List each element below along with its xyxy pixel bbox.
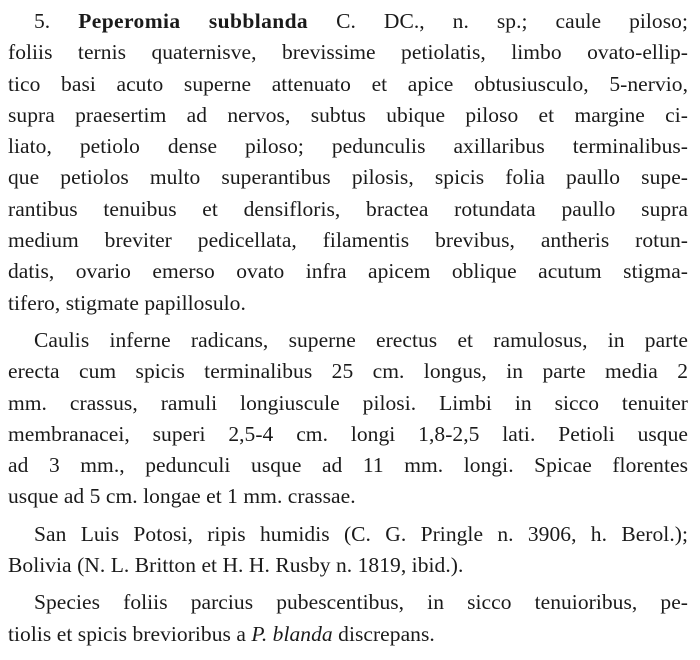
diagnosis-line: supra praesertim ad nervos, subtus ubique piloso et margine ci- (8, 102, 688, 127)
diagnosis-line: liato, petiolo dense piloso; pedunculis axillaribus terminalibus- (8, 134, 688, 159)
locality-line-last: Bolivia (N. L. Britton et H. H. Rusby n. 1819, ibid.). (8, 553, 464, 578)
diagnosis-line: rantibus tenuibus et densifloris, bractea rotundata paullo supra (8, 196, 688, 221)
description-line: mm. crassus, ramuli longiuscule pilosi. Limbi in sicco tenuiter (8, 390, 688, 415)
remarks-text-after: discrepans. (338, 621, 435, 646)
diagnosis-line-last: tifero, stigmate papillosulo. (8, 290, 246, 315)
diagnosis-line: medium breviter pedicellata, filamentis brevibus, antheris rotun- (8, 228, 688, 253)
species-description (8, 325, 688, 513)
species-localities (8, 519, 688, 582)
diagnosis-line-heading (8, 6, 688, 37)
description-line-last: usque ad 5 cm. longae et 1 mm. crassae. (8, 484, 356, 509)
locality-line: San Luis Potosi, ripis humidis (C. G. Pringle n. 3906, h. Berol.); (34, 521, 688, 546)
remarks-text-before: tiolis et spicis brevioribus a (8, 621, 246, 646)
remarks-line-last (8, 619, 688, 650)
species-remarks (8, 587, 688, 650)
diagnosis-line: foliis ternis quaternisve, brevissime petiolatis, limbo ovato-ellip- (8, 40, 688, 65)
species-diagnosis (8, 6, 688, 319)
description-line: ad 3 mm., pedunculi usque ad 11 mm. longi. Spicae florentes (8, 453, 688, 478)
species-name: Peperomia subblanda (78, 9, 309, 33)
species-number: 5. (34, 9, 51, 33)
description-line: Caulis inferne radicans, superne erectus et ramulosus, in parte (34, 327, 688, 352)
diagnosis-line: datis, ovario emerso ovato infra apicem oblique acutum stigma- (8, 259, 688, 284)
document-page (8, 6, 688, 650)
compared-species-name: P. blanda (251, 621, 333, 646)
diagnosis-line: tico basi acuto superne attenuato et apice obtusiusculo, 5-nervio, (8, 71, 688, 96)
species-authority: C. DC., n. sp.; caule piloso; (336, 9, 688, 33)
description-line: erecta cum spicis terminalibus 25 cm. longus, in parte media 2 (8, 359, 688, 384)
diagnosis-line: que petiolos multo superantibus pilosis, spicis folia paullo supe- (8, 165, 688, 190)
remarks-line: Species foliis parcius pubescentibus, in sicco tenuioribus, pe- (34, 590, 688, 615)
description-line: membranacei, superi 2,5-4 cm. longi 1,8-2,5 lati. Petioli usque (8, 421, 688, 446)
